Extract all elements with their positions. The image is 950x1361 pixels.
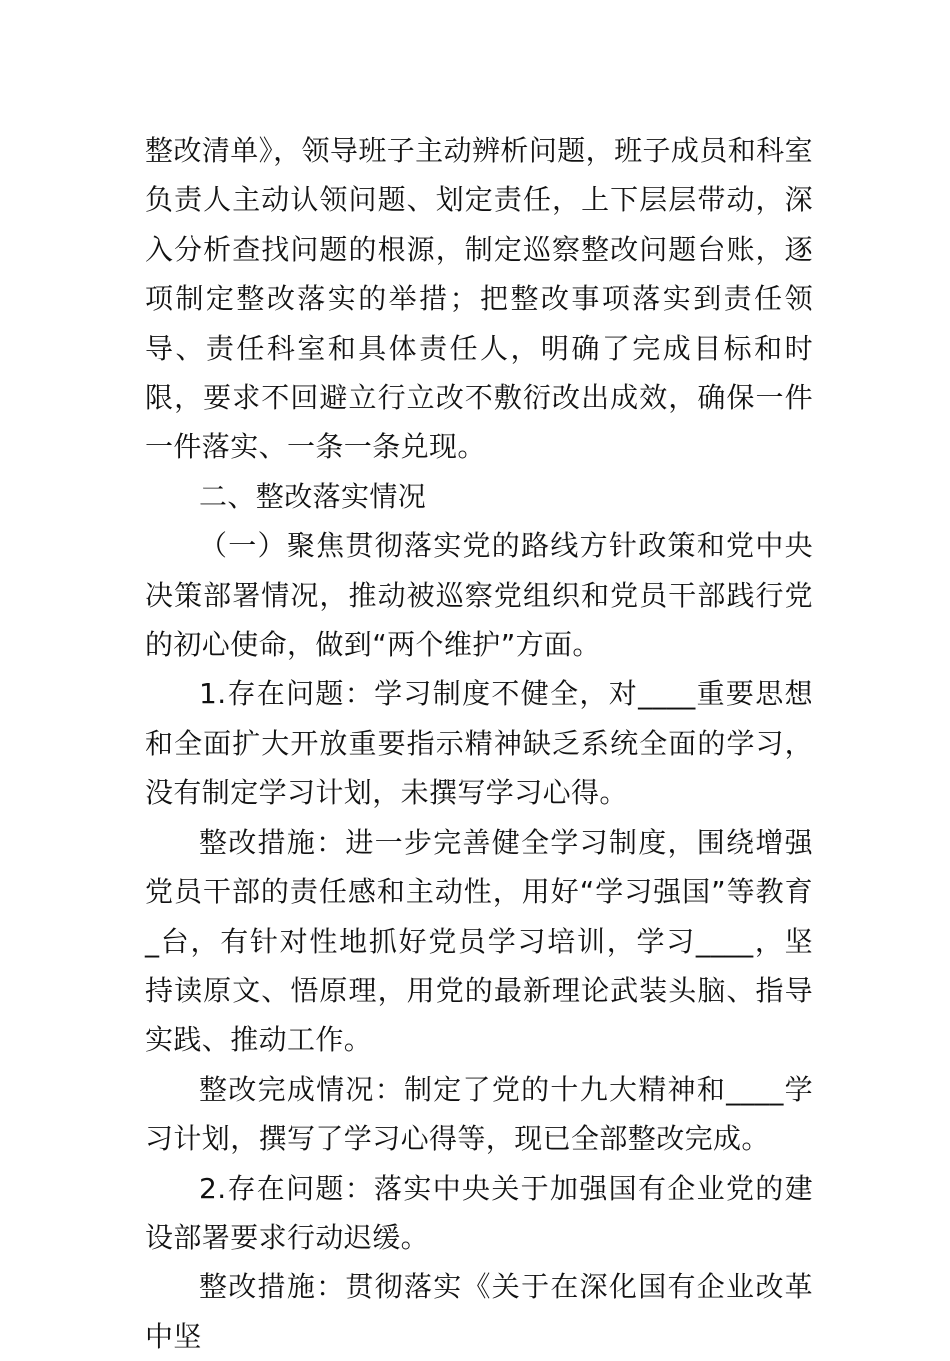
paragraph-measures-1: 整改措施：进一步完善健全学习制度，围绕增强党员干部的责任感和主动性，用好“学习强国”等教育_台，有针对性地抓好党员学习培训，学习____，坚持读原文、悟原理，用党的最新理论武装头脑、指导实践、推动工作。: [145, 825, 813, 1057]
section-heading-implementation: 二、整改落实情况: [199, 479, 427, 513]
paragraph-issue-2: 2.存在问题：落实中央关于加强国有企业党的建设部署要求行动迟缓。: [145, 1171, 813, 1254]
paragraph-rectification-list: 整改清单》，领导班子主动辨析问题，班子成员和科室负责人主动认领问题、划定责任，上下层层带动，深入分析查找问题的根源，制定巡察整改问题台账，逐项制定整改落实的举措；把整改事项落实到责任领导、责任科室和具体责任人，明确了完成目标和时限，要求不回避立行立改不敷衍改出成效，确保一件一件落实、一条一条兑现。: [145, 134, 813, 464]
paragraph-issue-1: 1.存在问题：学习制度不健全，对____重要思想和全面扩大开放重要指示精神缺乏系统全面的学习，没有制定学习计划，未撰写学习心得。: [145, 677, 813, 810]
paragraph-completion-1: 整改完成情况：制定了党的十九大精神和____学习计划，撰写了学习心得等，现已全部整改完成。: [145, 1072, 813, 1156]
paragraph-measures-2: 整改措施：贯彻落实《关于在深化国有企业改革中坚: [145, 1270, 813, 1353]
subsection-heading-one: （一）聚焦贯彻落实党的路线方针政策和党中央决策部署情况，推动被巡察党组织和党员干部践行党的初心使命，做到“两个维护”方面。: [145, 529, 813, 662]
document-body: [145, 126, 813, 1361]
